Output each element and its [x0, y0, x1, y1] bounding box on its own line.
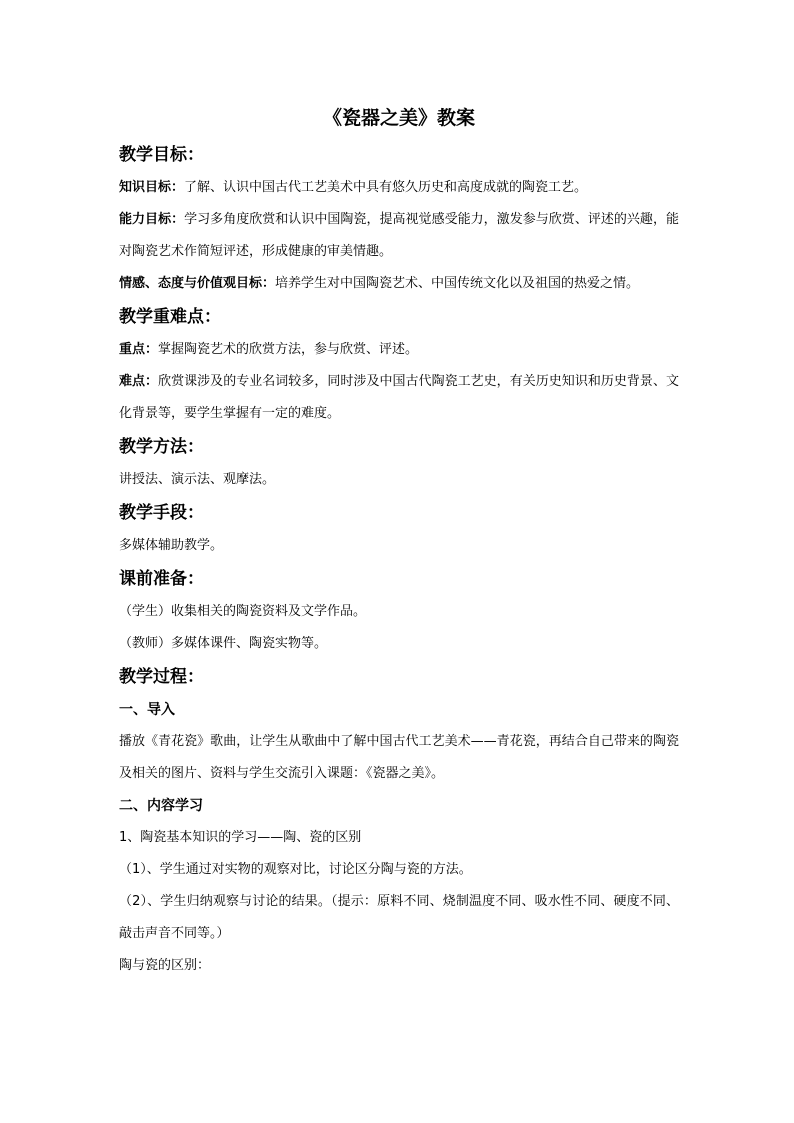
- document-title: 《瓷器之美》教案: [322, 107, 475, 129]
- knowledge-text: 了解、认识中国古代工艺美术中具有悠久历史和高度成就的陶瓷工艺。: [184, 180, 588, 195]
- means-text: 多媒体辅助教学。: [119, 538, 224, 553]
- ability-label: 能力目标：: [119, 212, 185, 227]
- means-heading: 教学手段：: [119, 503, 204, 523]
- objectives-heading: 教学目标：: [119, 145, 204, 165]
- content-heading: 二、内容学习: [119, 798, 203, 814]
- methods-text: 讲授法、演示法、观摩法。: [119, 472, 276, 487]
- key-points-heading: 教学重难点：: [119, 307, 221, 327]
- emotion-label: 情感、态度与价值观目标：: [119, 276, 276, 291]
- difficulty-text: 欣赏课涉及的专业名词较多，同时涉及中国古代陶瓷工艺史，有关历史知识和历史背景、文化背景等，要学生掌握有一定的难度。: [119, 374, 679, 421]
- knowledge-objective: [119, 172, 679, 204]
- knowledge-label: 知识目标：: [119, 180, 185, 195]
- methods-heading: 教学方法：: [119, 437, 204, 457]
- focus-label: 重点：: [119, 342, 159, 357]
- preparation-student: （学生）收集相关的陶瓷资料及文学作品。: [119, 604, 367, 619]
- process-heading: 教学过程：: [119, 667, 204, 687]
- intro-heading: 一、导入: [119, 702, 175, 718]
- emotion-objective: [119, 268, 679, 300]
- focus-text: 掌握陶瓷艺术的欣赏方法，参与欣赏、评述。: [158, 342, 419, 357]
- preparation-heading: 课前准备：: [119, 569, 204, 589]
- intro-text: 播放《青花瓷》歌曲，让学生从歌曲中了解中国古代工艺美术——青花瓷，再结合自己带来的陶瓷及相关的图片、资料与学生交流引入课题：《瓷器之美》。: [119, 734, 679, 781]
- preparation-teacher: （教师）多媒体课件、陶瓷实物等。: [119, 636, 328, 651]
- process-item-1-2: （2）、学生归纳观察与讨论的结果。（提示：原料不同、烧制温度不同、吸水性不同、硬度不同、敲击声音不同等。）: [119, 894, 679, 941]
- process-item-1: 1、陶瓷基本知识的学习——陶、瓷的区别: [119, 830, 362, 845]
- difficulty-label: 难点：: [119, 374, 159, 389]
- ability-objective: [119, 204, 679, 268]
- ability-text: 学习多角度欣赏和认识中国陶瓷，提高视觉感受能力，激发参与欣赏、评述的兴趣，能对陶瓷艺术作简短评述，形成健康的审美情趣。: [119, 212, 679, 259]
- focus-point: [119, 334, 679, 366]
- document-page: [119, 100, 679, 982]
- emotion-text: 培养学生对中国陶瓷艺术、中国传统文化以及祖国的热爱之情。: [275, 276, 640, 291]
- difficulty-point: [119, 366, 679, 430]
- process-item-1-1: （1）、学生通过对实物的观察对比，讨论区分陶与瓷的方法。: [119, 862, 472, 877]
- process-item-diff: 陶与瓷的区别：: [119, 958, 211, 973]
